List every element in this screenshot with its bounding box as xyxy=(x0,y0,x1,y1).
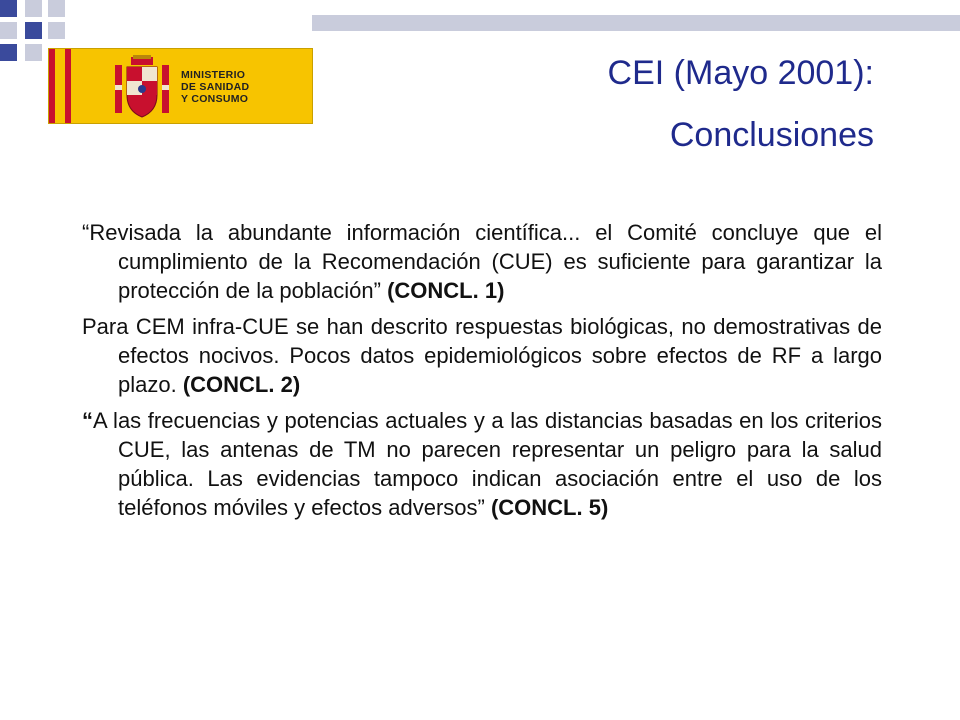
conclusion-paragraph-3 xyxy=(82,406,882,522)
slide-body xyxy=(82,218,882,529)
deco-square xyxy=(0,44,17,61)
flag-stripe-yellow xyxy=(55,49,65,123)
deco-square xyxy=(48,22,65,39)
deco-square xyxy=(25,44,42,61)
paragraph-text: “Revisada la abundante información científica... el Comité concluye que el cumplimiento de la Recomendación (CUE) es suficiente para garantizar la protección de la población” xyxy=(82,220,882,303)
header-bar xyxy=(312,15,960,31)
conclusion-paragraph-1 xyxy=(82,218,882,305)
conclusion-paragraph-2 xyxy=(82,312,882,399)
ministry-name: MINISTERIO DE SANIDAD Y CONSUMO xyxy=(181,69,250,105)
conclusion-ref: (CONCL. 2) xyxy=(182,372,301,397)
paragraph-text: A las frecuencias y potencias actuales y a las distancias basadas en los criterios CUE, las antenas de TM no parecen representar un peligro para la salud pública. Las evidencias tampoco indican asociación entre el uso de los teléfonos móviles y efectos adversos” xyxy=(93,408,882,520)
deco-square xyxy=(25,22,42,39)
deco-square xyxy=(48,0,65,17)
slide-title xyxy=(608,42,874,166)
coat-of-arms-icon xyxy=(111,55,173,119)
conclusion-ref: (CONCL. 5) xyxy=(490,495,609,520)
open-quote: “ xyxy=(82,408,93,433)
deco-square xyxy=(0,22,17,39)
deco-square xyxy=(0,0,17,17)
title-line-1: CEI (Mayo 2001): xyxy=(607,54,874,92)
paragraph-text: Para CEM infra-CUE se han descrito respuestas biológicas, no demostrativas de efectos nocivos. Pocos datos epidemiológicos sobre efectos de RF a largo plazo. xyxy=(82,314,882,397)
conclusion-ref: (CONCL. 1) xyxy=(387,278,505,303)
ministry-logo xyxy=(48,48,313,124)
title-line-2: Conclusiones xyxy=(669,116,874,154)
deco-square xyxy=(25,0,42,17)
